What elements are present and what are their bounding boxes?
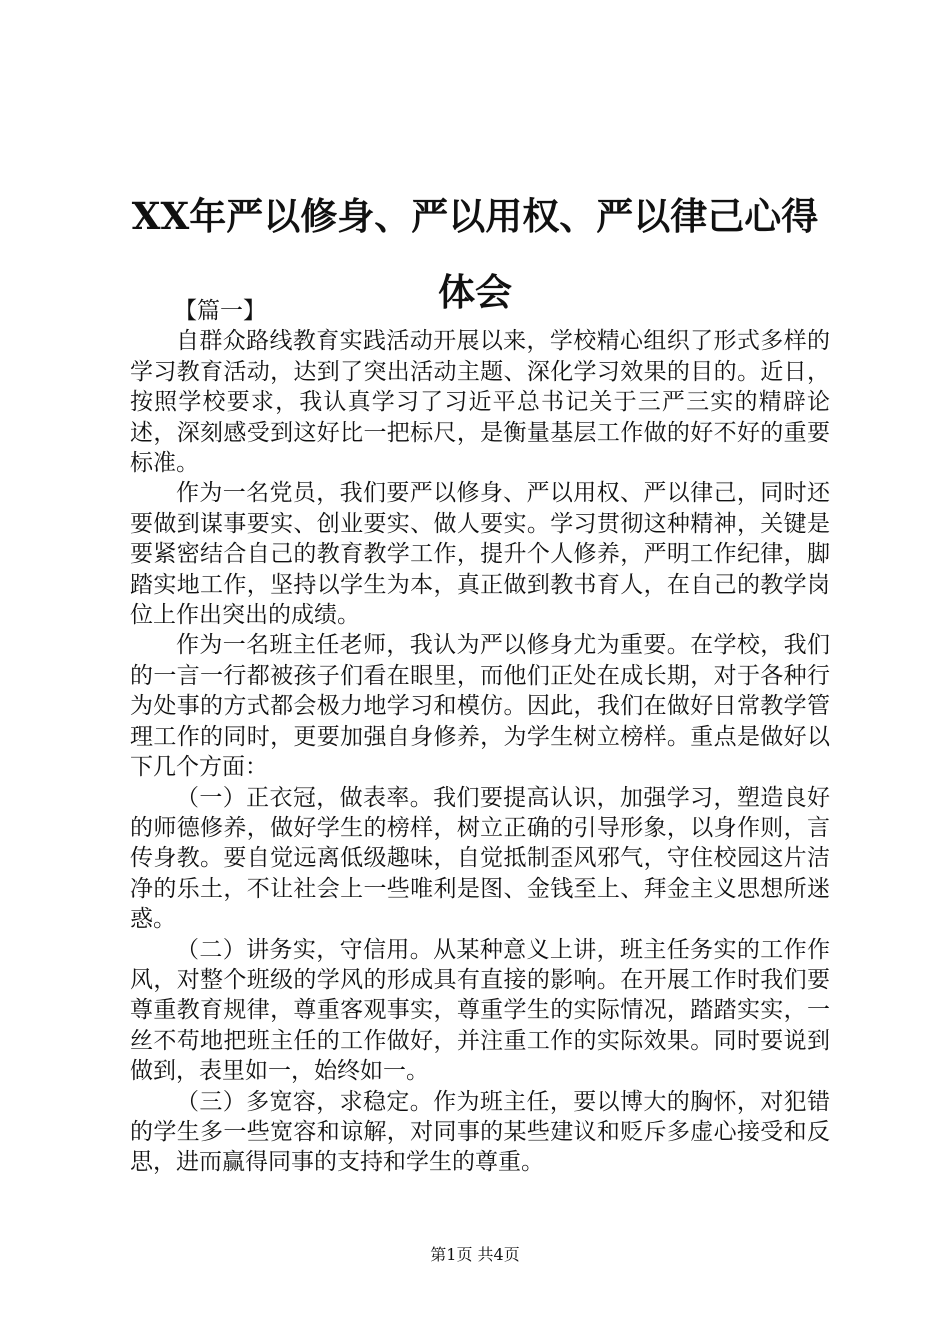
paragraph-5: （二）讲务实，守信用。从某种意义上讲，班主任务实的工作作风，对整个班级的学风的形成具有直接的影响。在开展工作时我们要尊重教育规律，尊重客观事实，尊重学生的实际情况，踏踏实实，一丝不苟地把班主任的工作做好，并注重工作的实际效果。同时要说到做到，表里如一，始终如一。 xyxy=(130,936,830,1085)
paragraph-3: 作为一名班主任老师，我认为严以修身尤为重要。在学校，我们的一言一行都被孩子们看在眼里，而他们正处在成长期，对于各种行为处事的方式都会极力地学习和模仿。因此，我们在做好日常教学管理工作的同时，更要加强自身修养，为学生树立榜样。重点是做好以下几个方面： xyxy=(130,632,830,781)
document-title: XX年严以修身、严以用权、严以律己心得体会 xyxy=(131,194,819,314)
page-footer: 第1页 共4页 xyxy=(430,1245,520,1264)
paragraph-6: （三）多宽容，求稳定。作为班主任，要以博大的胸怀，对犯错的学生多一些宽容和谅解，对同事的某些建议和贬斥多虚心接受和反思，进而赢得同事的支持和学生的尊重。 xyxy=(130,1088,830,1176)
paragraph-1: 自群众路线教育实践活动开展以来，学校精心组织了形式多样的学习教育活动，达到了突出活动主题、深化学习效果的目的。近日，按照学校要求，我认真学习了习近平总书记关于三严三实的精辟论述，深刻感受到这好比一把标尺，是衡量基层工作做的好不好的重要标准。 xyxy=(130,328,830,477)
paragraph-2: 作为一名党员，我们要严以修身、严以用权、严以律己，同时还要做到谋事要实、创业要实、做人要实。学习贯彻这种精神，关键是要紧密结合自己的教育教学工作，提升个人修养，严明工作纪律，脚踏实地工作，坚持以学生为本，真正做到教书育人，在自己的教学岗位上作出突出的成绩。 xyxy=(130,480,830,629)
section-label: 【篇一】 xyxy=(174,298,266,324)
document-body xyxy=(130,296,830,1178)
paragraph-4: （一）正衣冠，做表率。我们要提高认识，加强学习，塑造良好的师德修养，做好学生的榜样，树立正确的引导形象，以身作则，言传身教。要自觉远离低级趣味，自觉抵制歪风邪气，守住校园这片洁净的乐土，不让社会上一些唯利是图、金钱至上、拜金主义思想所迷惑。 xyxy=(130,784,830,933)
